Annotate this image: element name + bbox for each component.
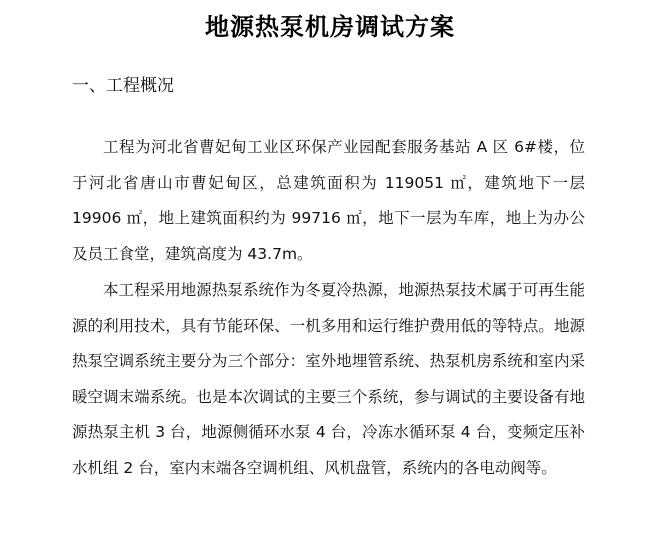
document-title: 地源热泵机房调试方案	[205, 12, 455, 41]
paragraph-project-description: 工程为河北省曹妃甸工业区环保产业园配套服务基站 A 区 6#楼，位于河北省唐山市曹妃甸区，总建筑面积为 119051 ㎡，建筑地下一层 19906 ㎡，地上建筑面积约为 99716 ㎡，地下一层为车库，地上为办公及员工食堂，建筑高度为 43.7m。	[72, 138, 585, 263]
paragraph-system-description: 本工程采用地源热泵系统作为冬夏冷热源，地源热泵技术属于可再生能源的利用技术，具有节能环保、一机多用和运行维护费用低的等特点。地源热泵空调系统主要分为三个部分：室外地埋管系统、热泵机房系统和室内采暖空调末端系统。也是本次调试的主要三个系统，参与调试的主要设备有地源热泵主机 3 台，地源侧循环水泵 4 台，冷冻水循环泵 4 台，变频定压补水机组 2 台，室内末端各空调机组、风机盘管，系统内的各电动阀等。	[72, 281, 585, 477]
section-heading-overview: 一、工程概况	[72, 76, 174, 96]
